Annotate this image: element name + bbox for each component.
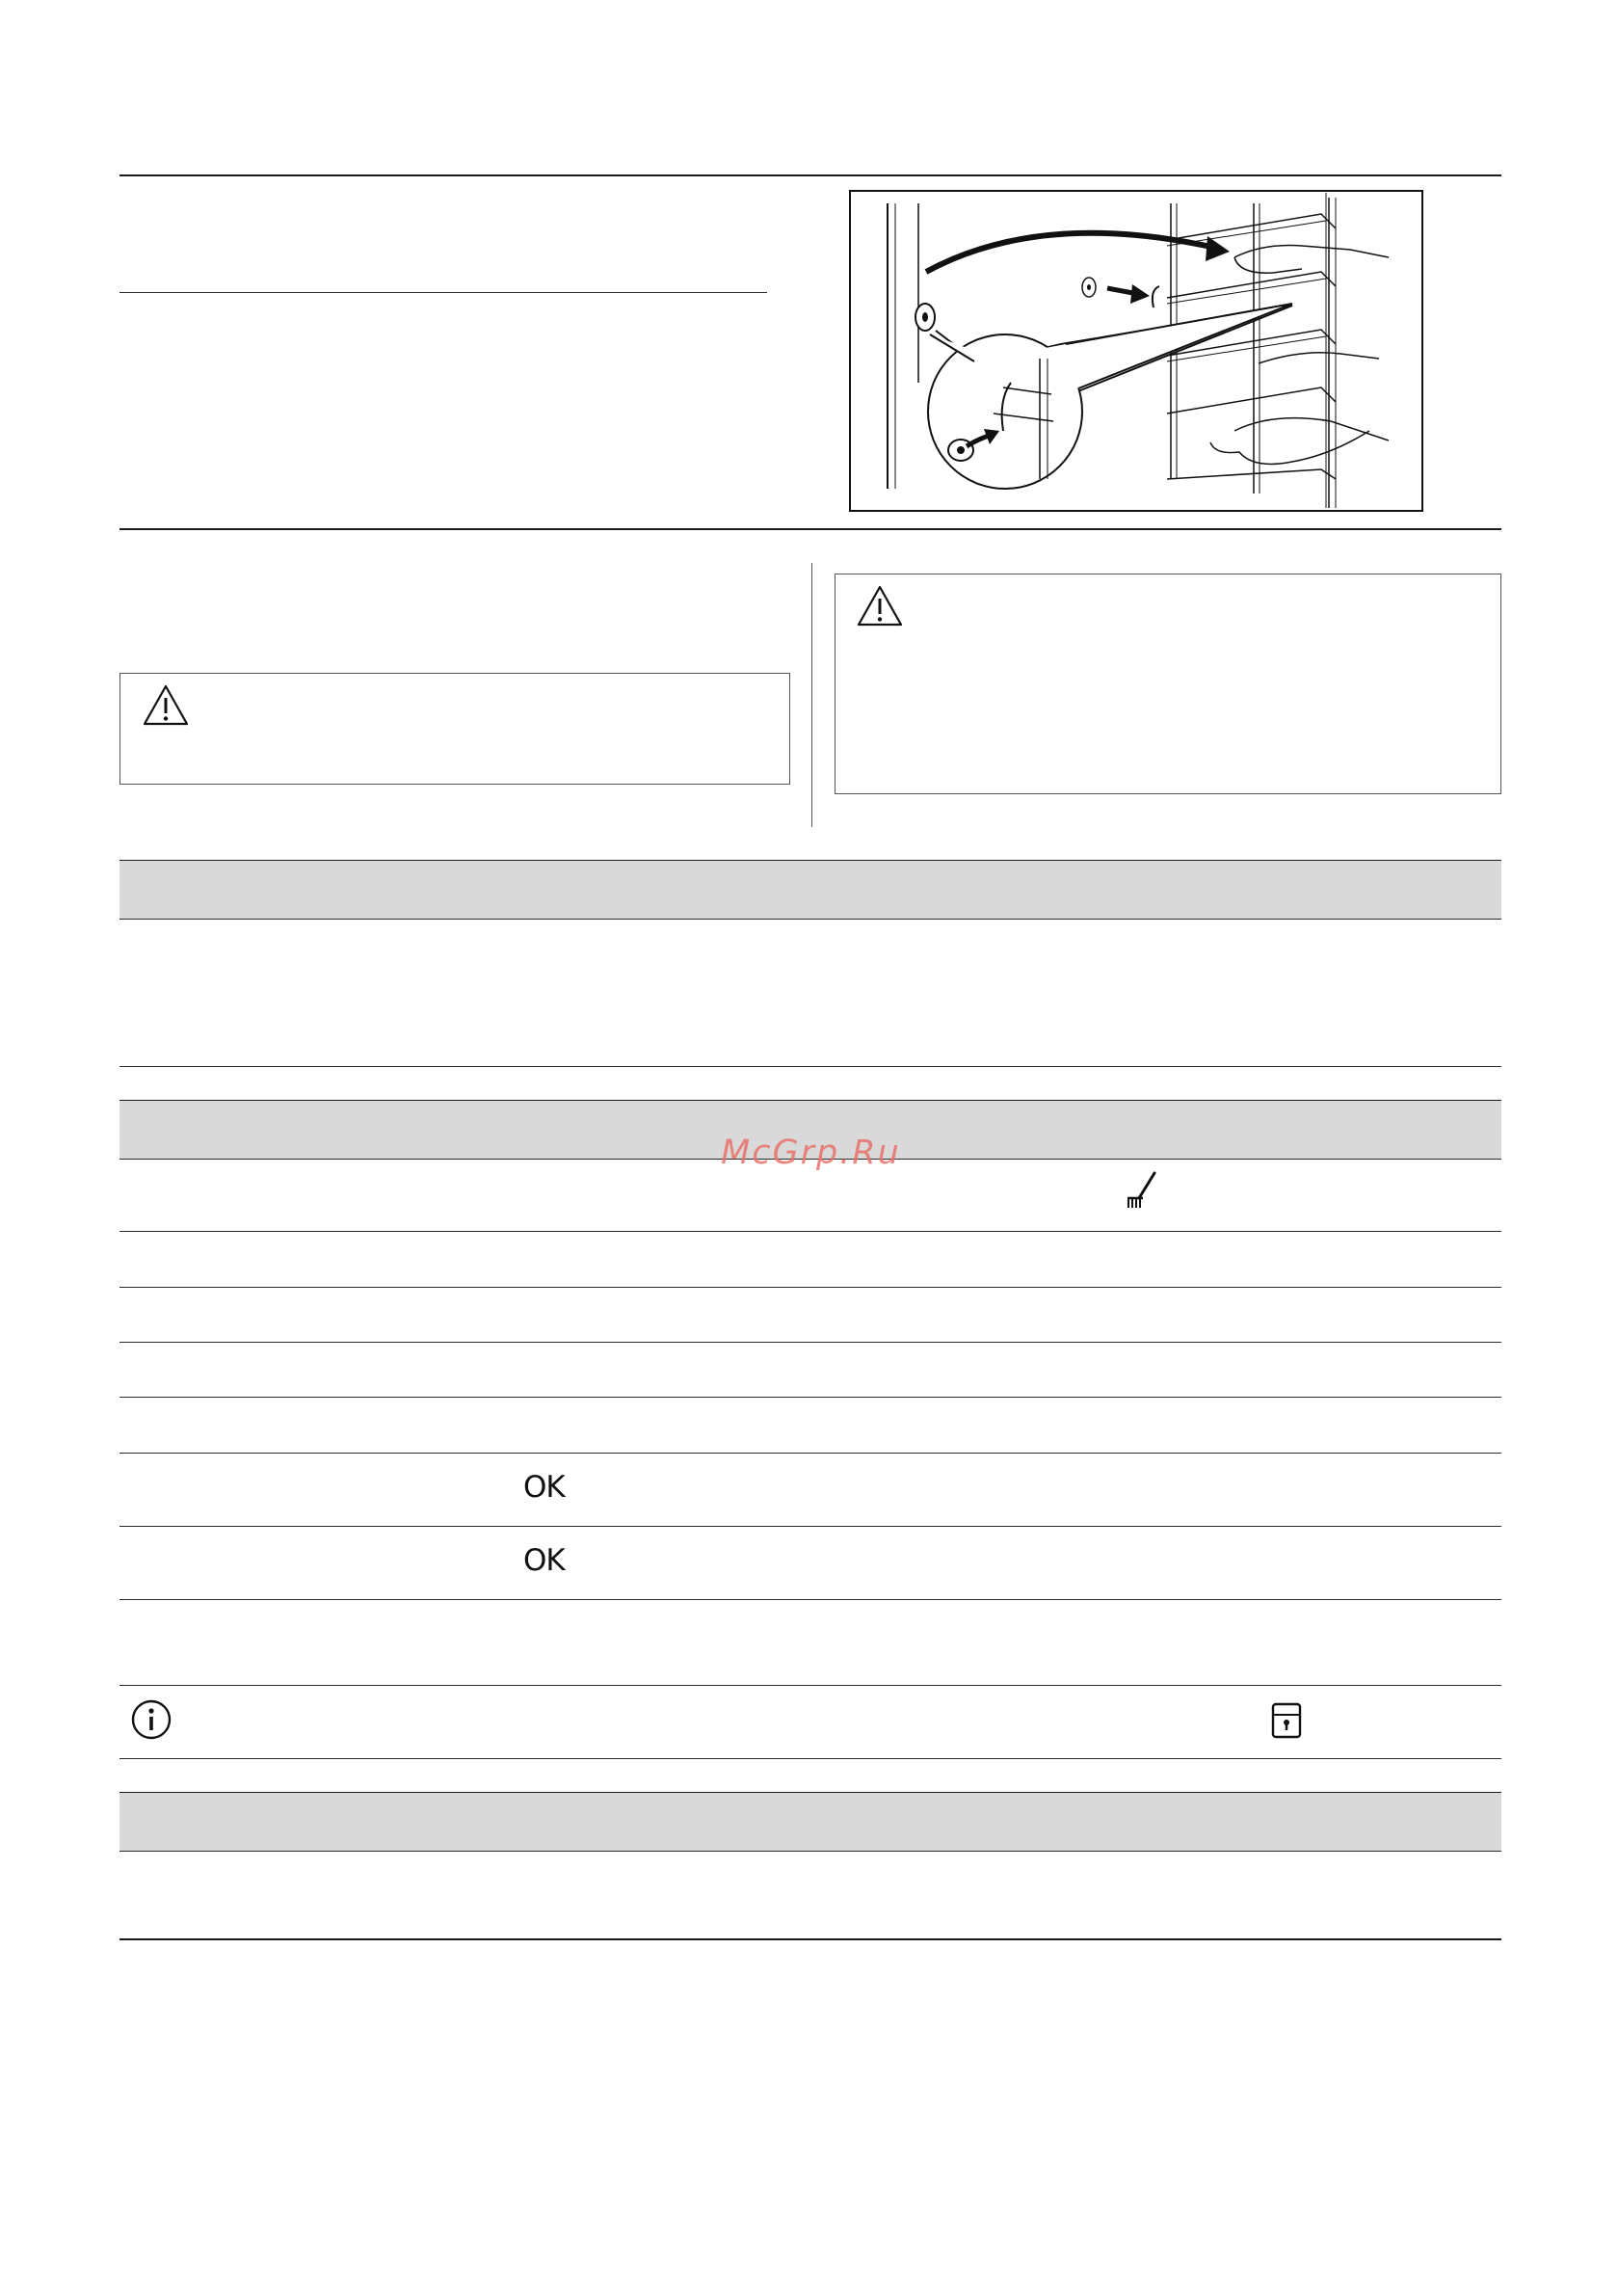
cleaning-brush-icon [1124, 1169, 1162, 1214]
table-2-row-rule-5 [119, 1453, 1501, 1454]
table-3-header-rule [119, 1851, 1501, 1852]
column-divider [811, 563, 812, 827]
table-2-row-rule-8 [119, 1685, 1501, 1686]
table-1-bottom-rule [119, 1066, 1501, 1067]
warning-box-right [835, 574, 1501, 794]
table-2-row-rule-1 [119, 1231, 1501, 1232]
table-2-row-rule-6 [119, 1526, 1501, 1527]
warning-box-left [119, 673, 790, 785]
table-2-row-rule-2 [119, 1287, 1501, 1288]
door-lock-icon [1270, 1701, 1303, 1740]
section-rule-1 [119, 528, 1501, 530]
warning-triangle-icon [856, 584, 904, 628]
table-2-row-rule-4 [119, 1397, 1501, 1398]
table-2-row-rule-3 [119, 1342, 1501, 1343]
table-1-header-rule [119, 919, 1501, 920]
top-rule-right [771, 174, 1501, 176]
watermark: McGrp.Ru [721, 1134, 901, 1172]
top-rule-left [119, 174, 771, 176]
table-2-row-rule-7 [119, 1599, 1501, 1600]
ok-button-symbol: OK [523, 1543, 565, 1578]
information-icon [130, 1698, 172, 1741]
table-3-bottom-rule [119, 1938, 1501, 1940]
shelf-support-illustration [849, 190, 1423, 512]
warning-triangle-icon [142, 683, 190, 728]
table-1-header [119, 861, 1501, 919]
subheading-rule [119, 292, 767, 293]
table-3-header [119, 1793, 1501, 1851]
table-2-bottom-rule [119, 1758, 1501, 1759]
ok-button-symbol: OK [523, 1470, 565, 1505]
